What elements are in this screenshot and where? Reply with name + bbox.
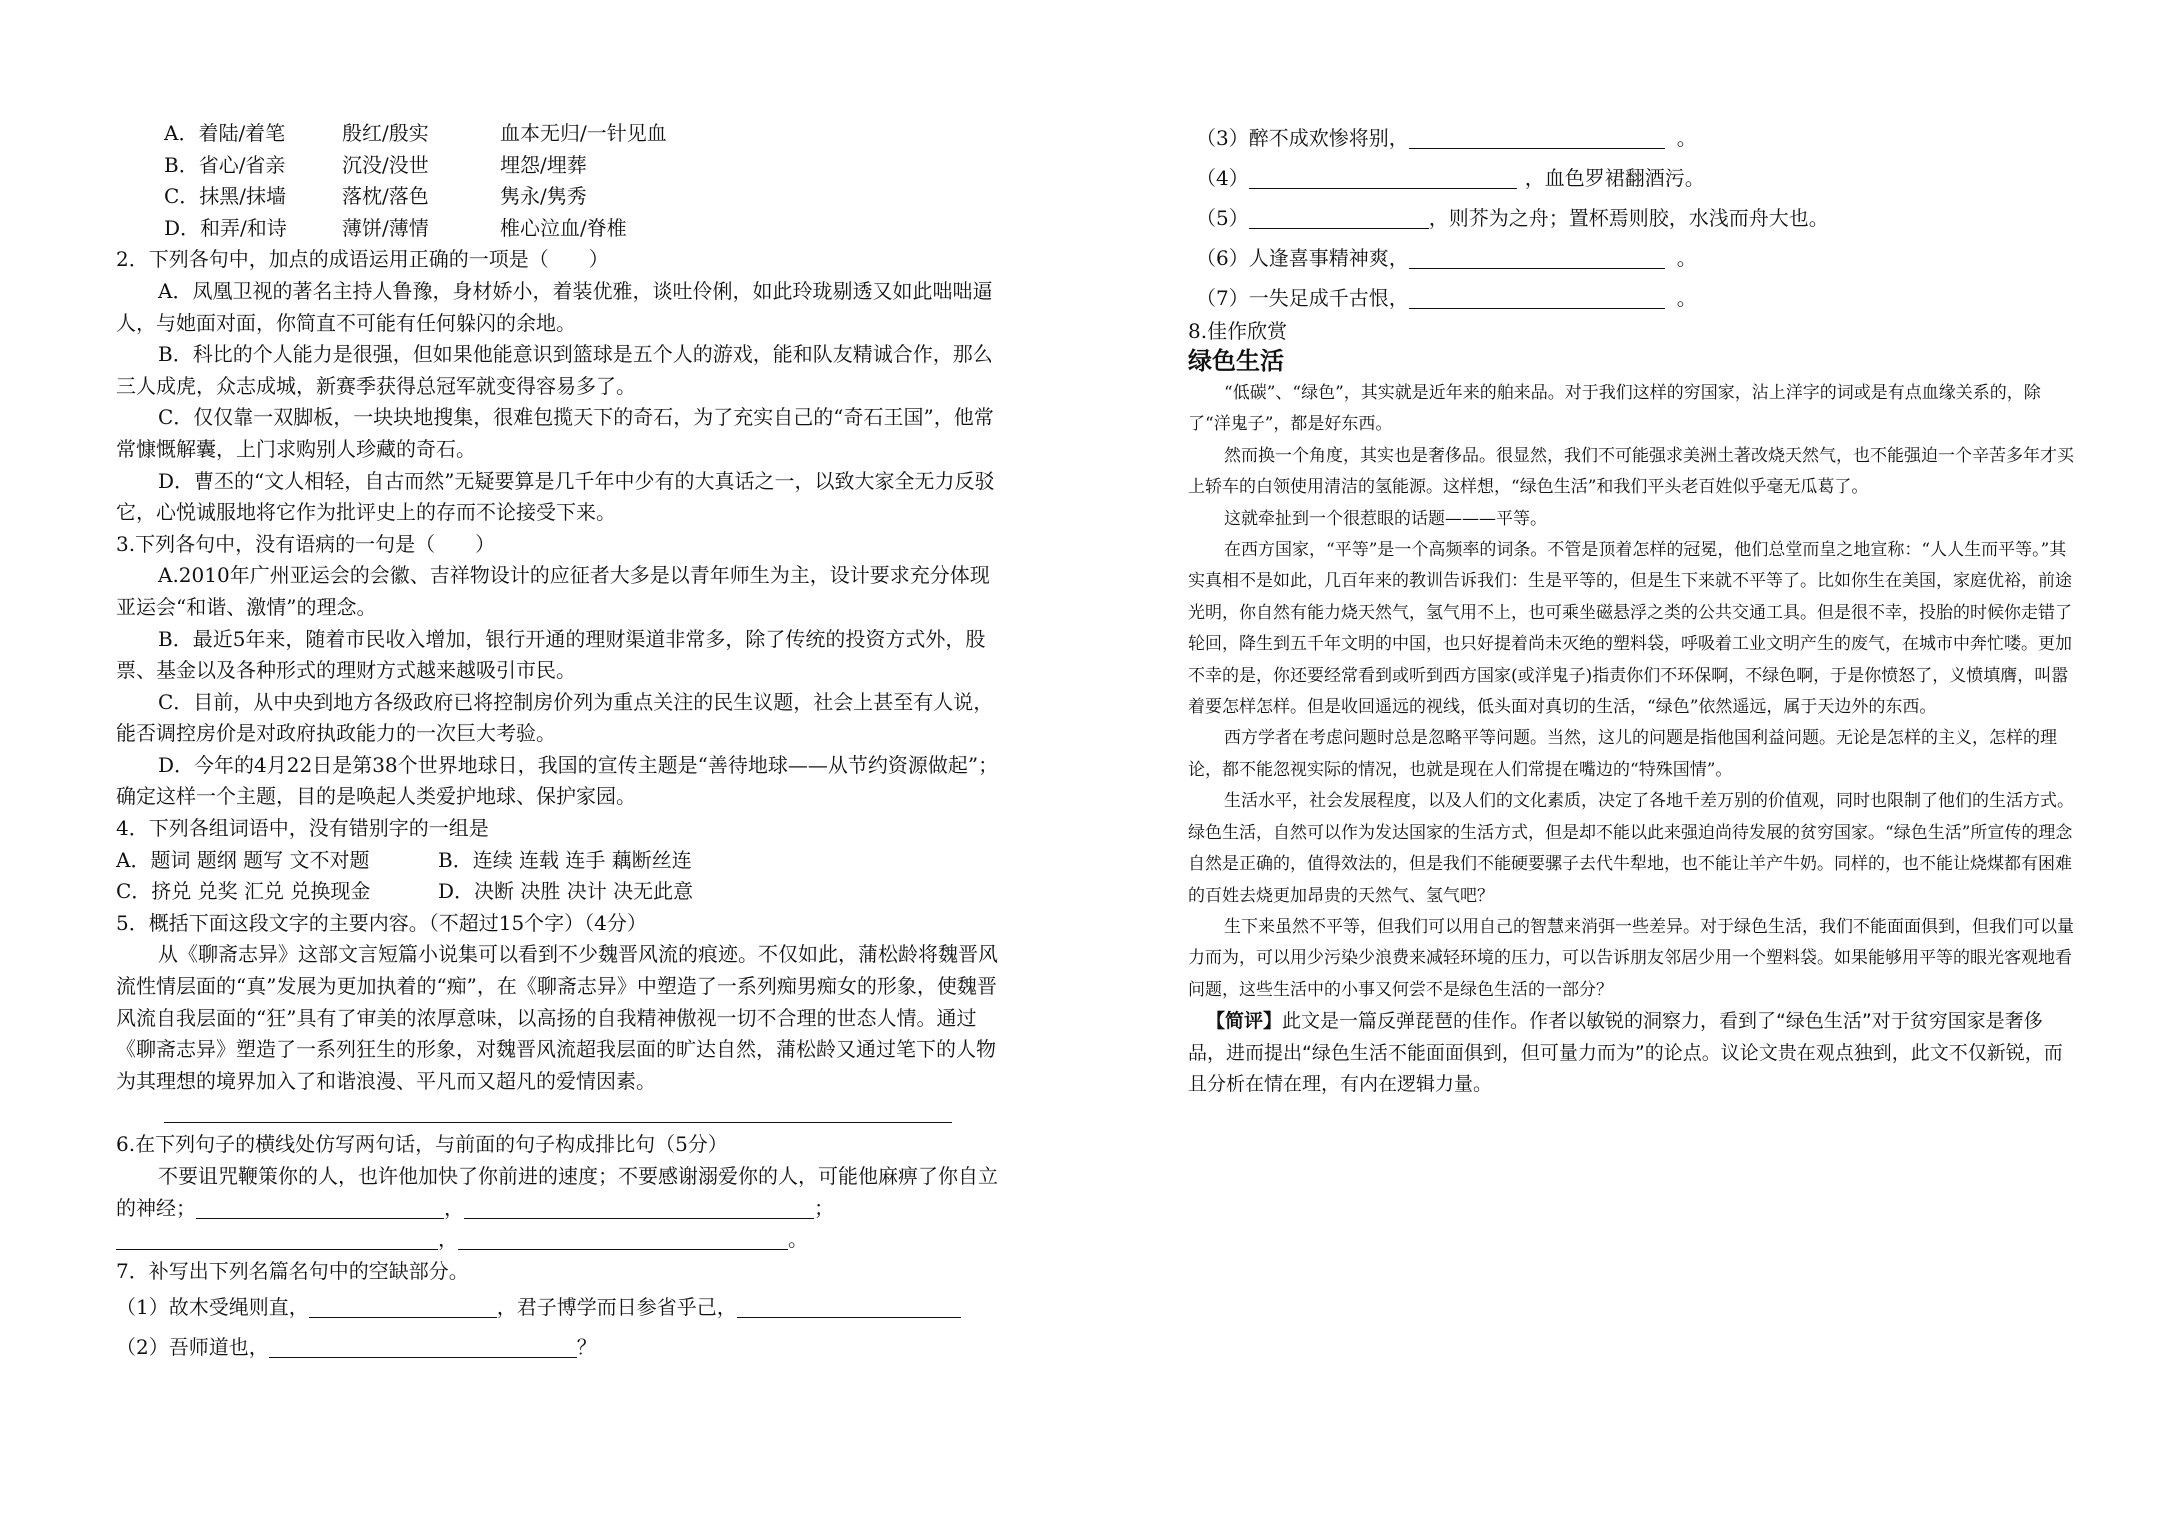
- essay-paragraph: 西方学者在考虑问题时总是忽略平等问题。当然，这儿的问题是指他国利益问题。无论是怎样的主义，怎样的理论，都不能忽视实际的情况，也就是现在人们常提在嘴边的“特殊国情”。: [1188, 728, 2057, 780]
- q2-stem: 2．下列各句中，加点的成语运用正确的一项是（ ）: [116, 247, 609, 272]
- q6-blank-3[interactable]: [116, 1227, 438, 1250]
- q1-option-row: A．着陆/着笔 殷红/殷实 血本无归/一针见血: [164, 121, 667, 145]
- q7-item-3: （3）醉不成欢惨将别， 。: [1196, 126, 1697, 150]
- q3-option-a: A.2010年广州亚运会的会徽、吉祥物设计的应征者大多是以青年师生为主，设计要求充分体现亚运会“和谐、激情”的理念。: [116, 563, 990, 619]
- q4-option-a: A．题词 题纲 题写 文不对题: [116, 847, 370, 872]
- q5-stem: 5．概括下面这段文字的主要内容。（不超过15个字）（4分）: [116, 910, 647, 935]
- q6-blank-2[interactable]: [464, 1196, 814, 1219]
- essay-comment: [1188, 1006, 2080, 1100]
- q4-options-row: [116, 876, 1008, 908]
- q4-option-d: D．决断 决胜 决计 决无此意: [438, 879, 694, 904]
- q8-stem: 8.佳作欣赏: [1188, 319, 1288, 343]
- q2-option-a: A．凤凰卫视的著名主持人鲁豫，身材娇小，着装优雅，谈吐伶俐，如此玲珑剔透又如此咄咄逼人，与她面对面，你简直不可能有任何躲闪的余地。: [116, 278, 993, 335]
- q7-stem: 7．补写出下列名篇名句中的空缺部分。: [116, 1258, 469, 1283]
- q7-blank-3[interactable]: [1409, 126, 1665, 149]
- q7-item-6: （6）人逢喜事精神爽， 。: [1196, 246, 1697, 270]
- q4-option-b: B．连续 连载 连手 藕断丝连: [438, 847, 692, 872]
- essay-paragraph: 生活水平，社会发展程度，以及人们的文化素质，决定了各地千差万别的价值观，同时也限制了他们的生活方式。绿色生活，自然可以作为发达国家的生活方式，但是却不能以此来强迫尚待发展的贫穷国家。“绿色生活”所宣传的理念自然是正确的，值得效法的，但是我们不能硬要骡子去代牛犁地，也不能让羊产牛奶。同样的，也不能让烧煤都有困难的百姓去烧更加昂贵的天然气、氢气吧？: [1188, 791, 2074, 906]
- right-column: [1188, 118, 2080, 1100]
- q7-blank-4[interactable]: [1249, 166, 1517, 189]
- q2-option-c: C．仅仅靠一双脚板，一块块地搜集，很难包揽天下的奇石，为了充实自己的“奇石王国”，他常常慷慨解囊，上门求购别人珍藏的奇石。: [116, 405, 994, 461]
- q6-answer-row: ， 。: [116, 1224, 1008, 1256]
- left-column: [116, 118, 1008, 1367]
- q7-blank-5[interactable]: [1249, 206, 1429, 229]
- q3-option-b: B．最近5年来，随着市民收入增加，银行开通的理财渠道非常多，除了传统的投资方式外，股票、基金以及各种形式的理财方式越来越吸引市民。: [116, 626, 986, 683]
- q4-stem: 4．下列各组词语中，没有错别字的一组是: [116, 816, 489, 841]
- q1-option-row: C．抹黑/抹墙 落枕/落色 隽永/隽秀: [164, 184, 587, 209]
- q3-option-c: C．目前，从中央到地方各级政府已将控制房价列为重点关注的民生议题，社会上甚至有人说，能否调控房价是对政府执政能力的一次巨大考验。: [116, 689, 994, 746]
- essay-paragraph: 在西方国家，“平等”是一个高频率的词条。不管是顶着怎样的冠冕，他们总堂而皇之地宣称：“人人生而平等。”其实真相不是如此，几百年来的教训告诉我们：生是平等的，但是生下来就不平等了。比如你生在美国，家庭优裕，前途光明，你自然有能力烧天然气，氢气用不上，也可乘坐磁悬浮之类的公共交通工具。但是很不幸，投胎的时候你走错了轮回，降生到五千年文明的中国，也只好提着尚未灭绝的塑料袋，呼吸着工业文明产生的废气，在城市中奔忙喽。更加不幸的是，你还要经常看到或听到西方国家(或洋鬼子)指责你们不环保啊，不绿色啊，于是你愤怒了，义愤填膺，叫嚣着要怎样怎样。但是收回遥远的视线，低头面对真切的生活，“绿色”依然遥远，属于天边外的东西。: [1188, 540, 2072, 718]
- q5-passage: 从《聊斋志异》这部文言短篇小说集可以看到不少魏晋风流的痕迹。不仅如此，蒲松龄将魏晋风流性情层面的“真”发展为更加执着的“痴”，在《聊斋志异》中塑造了一系列痴男痴女的形象，使魏晋风流自我层面的“狂”具有了审美的浓厚意味，以高扬的自我精神傲视一切不合理的世态人情。通过《聊斋志异》塑造了一系列狂生的形象，对魏晋风流超我层面的旷达自然，蒲松龄又通过笔下的人物为其理想的境界加入了和谐浪漫、平凡而又超凡的爱情因素。: [116, 942, 998, 1093]
- q7-blank-1b[interactable]: [737, 1295, 961, 1318]
- q6-blank-4[interactable]: [458, 1227, 788, 1250]
- q7-item-7: （7）一失足成千古恨， 。: [1196, 286, 1697, 310]
- q7-item-4: （4） ，血色罗裙翻酒污。: [1196, 166, 1705, 190]
- essay-paragraph: 这就牵扯到一个很惹眼的话题———平等。: [1224, 508, 1547, 529]
- q2-option-b: B．科比的个人能力是很强，但如果他能意识到篮球是五个人的游戏，能和队友精诚合作，那么三人成虎，众志成城，新赛季获得总冠军就变得容易多了。: [116, 342, 993, 398]
- q6-stem: 6.在下列句子的横线处仿写两句话，与前面的句子构成排比句（5分）: [116, 1132, 728, 1157]
- q6-blank-1[interactable]: [196, 1196, 444, 1219]
- essay-paragraph: 生下来虽然不平等，但我们可以用自己的智慧来消弭一些差异。对于绿色生活，我们不能面面俱到，但我们可以量力而为，可以用少污染少浪费来减轻环境的压力，可以告诉朋友邻居少用一个塑料袋。如果能够用平等的眼光客观地看问题，这些生活中的小事又何尝不是绿色生活的一部分？: [1188, 916, 2074, 1000]
- q3-stem: 3.下列各句中，没有语病的一句是（ ）: [116, 531, 496, 556]
- q1-option-row: B．省心/省亲 沉没/没世 埋怨/埋葬: [164, 152, 587, 177]
- essay-title: 绿色生活: [1188, 347, 1284, 375]
- essay-paragraph: “低碳”、“绿色”，其实就是近年来的舶来品。对于我们这样的穷国家，沾上洋字的词或是有点血缘关系的，除了“洋鬼子”，都是好东西。: [1188, 383, 2041, 435]
- q1-option-row: D．和弄/和诗 薄饼/薄情 椎心泣血/脊椎: [164, 215, 627, 240]
- q7-blank-1a[interactable]: [309, 1295, 497, 1318]
- q7-blank-2[interactable]: [269, 1335, 577, 1358]
- q7-blank-7[interactable]: [1409, 286, 1665, 309]
- q4-option-c: C．挤兑 兑奖 汇兑 兑换现金: [116, 879, 371, 904]
- q3-option-d: D．今年的4月22日是第38个世界地球日，我国的宣传主题是“善待地球——从节约资源做起”；确定这样一个主题，目的是唤起人类爱护地球、保护家园。: [116, 752, 999, 809]
- q4-options-row: [116, 845, 1008, 877]
- q6-prompt: 不要诅咒鞭策你的人，也许他加快了你前进的速度；不要感谢溺爱你的人，可能他麻痹了你自立的神经； ， ；: [116, 1164, 998, 1220]
- q7-item-1: （1）故木受绳则直， ，君子博学而日参省乎己，: [116, 1287, 1008, 1327]
- q7-item-5: （5） ，则芥为之舟；置杯焉则胶，水浅而舟大也。: [1196, 206, 1829, 230]
- q7-item-2: （2）吾师道也， ？: [116, 1335, 597, 1360]
- q2-option-d: D．曹丕的“文人相轻，自古而然”无疑要算是几千年中少有的大真话之一，以致大家全无力反驳它，心悦诚服地将它作为批评史上的存而不论接受下来。: [116, 468, 995, 525]
- essay-paragraph: 然而换一个角度，其实也是奢侈品。很显然，我们不可能强求美洲土著改烧天然气，也不能强迫一个辛苦多年才买上轿车的白领使用清洁的氢能源。这样想，“绿色生活”和我们平头老百姓似乎毫无瓜葛了。: [1188, 445, 2074, 498]
- q7-blank-6[interactable]: [1409, 246, 1665, 269]
- comment-text: 此文是一篇反弹琵琶的佳作。作者以敏锐的洞察力，看到了“绿色生活”对于贫穷国家是奢侈品，进而提出“绿色生活不能面面俱到，但可量力而为”的论点。议论文贵在观点独到，此文不仅新锐，而且分析在情在理，有内在逻辑力量。: [1188, 1010, 2063, 1095]
- essay-body: [1188, 378, 2080, 1006]
- comment-label: 【简评】: [1206, 1010, 1283, 1033]
